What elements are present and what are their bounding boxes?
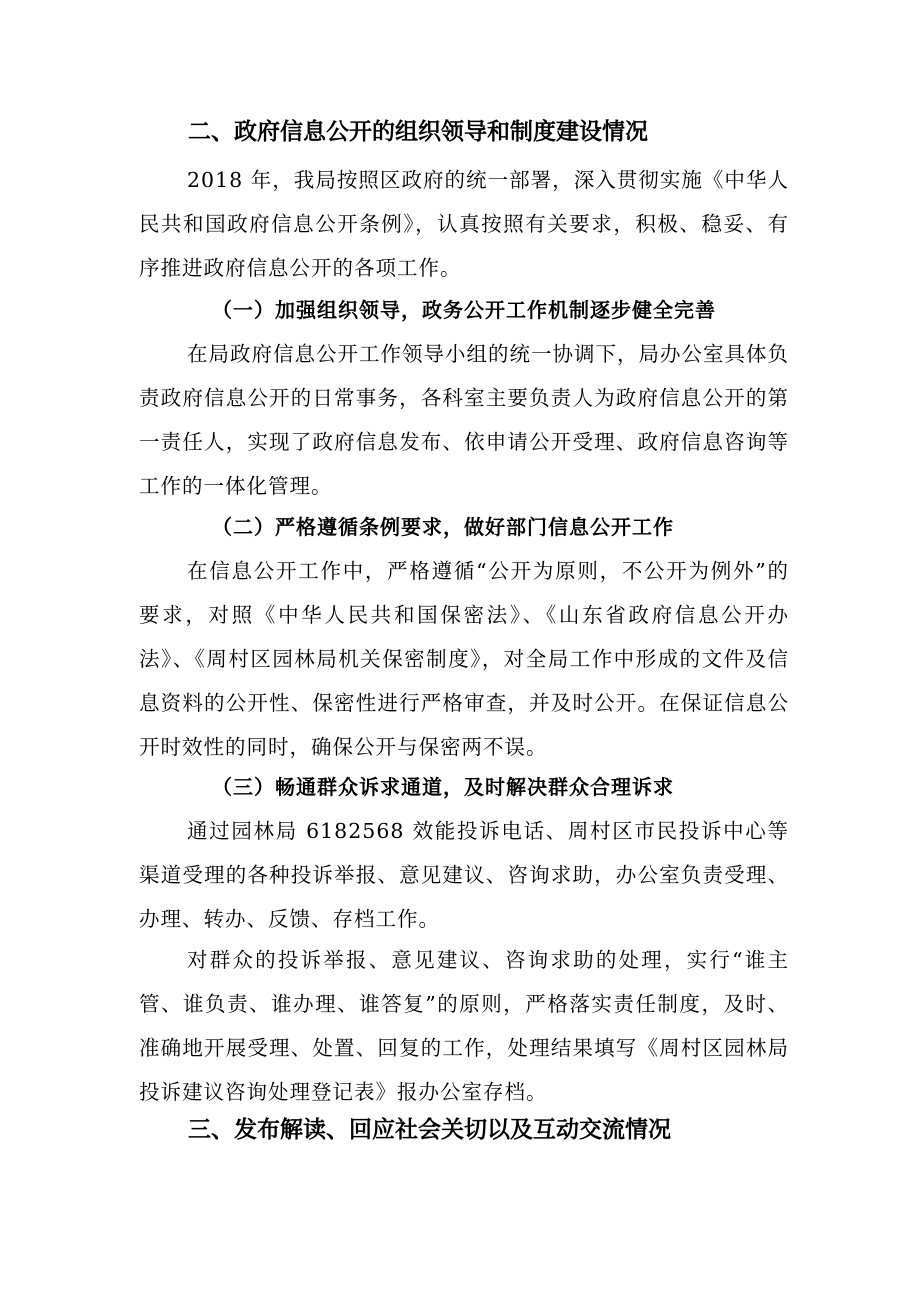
section-3-heading: 三、发布解读、回应社会关切以及互动交流情况	[188, 1117, 671, 1143]
section-2-intro-paragraph: 2018 年，我局按照区政府的统一部署，深入贯彻实施《中华人民共和国政府信息公开条例》，认真按照有关要求，积极、稳妥、有序推进政府信息公开的各项工作。	[139, 168, 789, 280]
subsection-3-paragraph-2: 对群众的投诉举报、意见建议、咨询求助的处理，实行“谁主管、谁负责、谁办理、谁答复”的原则，严格落实责任制度，及时、准确地开展受理、处置、回复的工作，处理结果填写《周村区园林局投诉建议咨询处理登记表》报办公室存档。	[139, 948, 789, 1104]
subsection-3-paragraph-1: 通过园林局 6182568 效能投诉电话、周村区市民投诉中心等渠道受理的各种投诉举报、意见建议、咨询求助，办公室负责受理、办理、转办、反馈、存档工作。	[139, 819, 789, 931]
subsection-1-title: （一）加强组织领导，政务公开工作机制逐步健全完善	[212, 298, 716, 322]
subsection-1-paragraph: 在局政府信息公开工作领导小组的统一协调下，局办公室具体负责政府信息公开的日常事务，各科室主要负责人为政府信息公开的第一责任人，实现了政府信息发布、依申请公开受理、政府信息咨询等工作的一体化管理。	[139, 342, 789, 498]
subsection-2-paragraph: 在信息公开工作中，严格遵循“公开为原则，不公开为例外”的要求，对照《中华人民共和国保密法》、《山东省政府信息公开办法》、《周村区园林局机关保密制度》，对全局工作中形成的文件及信息资料的公开性、保密性进行严格审查，并及时公开。在保证信息公开时效性的同时，确保公开与保密两不误。	[139, 559, 789, 759]
subsection-3-title: （三）畅通群众诉求通道，及时解决群众合理诉求	[212, 775, 674, 799]
subsection-2-title: （二）严格遵循条例要求，做好部门信息公开工作	[212, 515, 674, 539]
section-2-heading: 二、政府信息公开的组织领导和制度建设情况	[188, 119, 648, 145]
